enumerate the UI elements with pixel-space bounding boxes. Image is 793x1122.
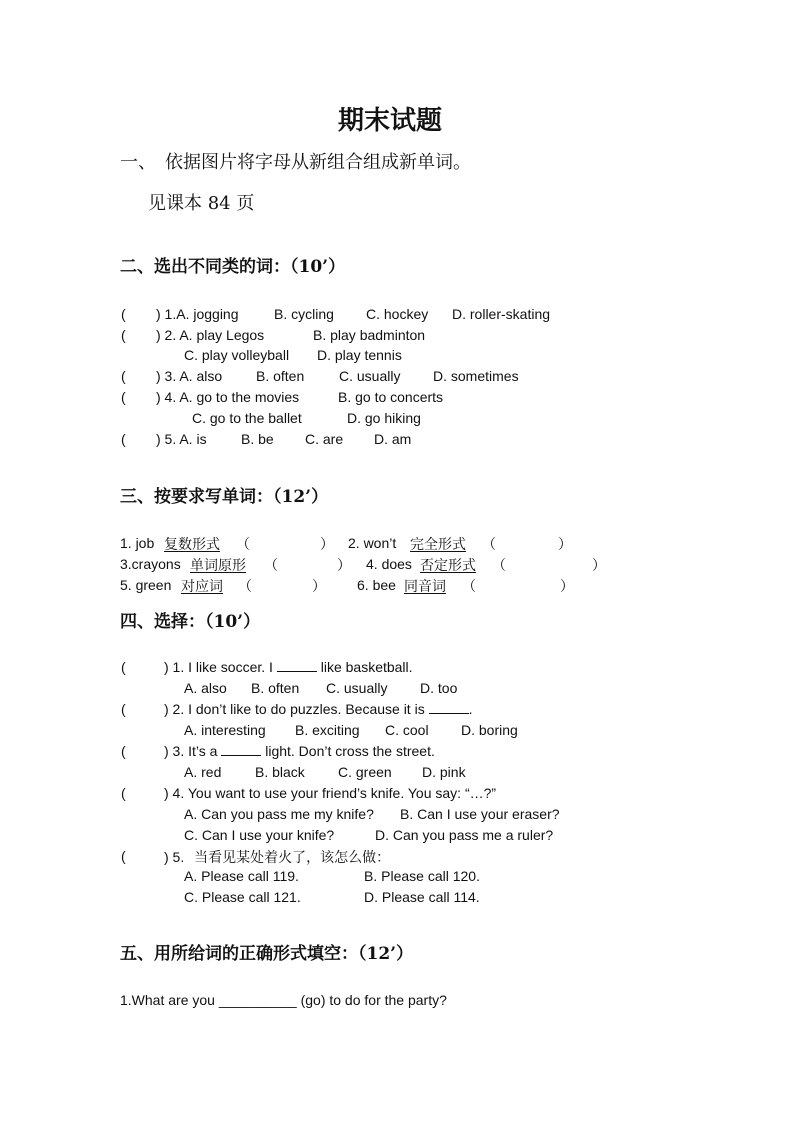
s4-q1-stem-post: like basketball. (320, 659, 413, 675)
s2-q1-option-b: B. cycling (274, 306, 334, 322)
s3-item-6-open-paren: （ (462, 579, 476, 595)
s3-item-4-open-paren: （ (492, 558, 506, 574)
s2-q2-paren: ( (121, 327, 126, 343)
s4-q5-number: ) 5. (164, 849, 185, 865)
s4-q2-blank (429, 701, 469, 714)
s3-item-4-word: 4. does (366, 556, 412, 572)
s4-q1-option-d: D. too (420, 680, 458, 696)
s3-item-3-word: 3.crayons (120, 556, 181, 572)
s4-q2-stem-post: . (468, 701, 473, 717)
s3-item-5-close-paren: ） (312, 579, 326, 595)
s2-q5-stem: ) 5. A. is (156, 431, 207, 447)
s4-q1-blank (277, 659, 317, 672)
s4-q4-option-b: B. Can I use your eraser? (400, 806, 560, 822)
s2-q4-option-d: D. go hiking (347, 410, 421, 426)
s5-q1: 1.What are you __________ (go) to do for the party? (120, 992, 447, 1008)
s4-q1-option-c: C. usually (326, 680, 388, 696)
s4-q3-option-a: A. red (184, 764, 222, 780)
s4-q5-option-a: A. Please call 119. (184, 868, 299, 884)
s2-q3-option-b: B. often (256, 368, 305, 384)
s4-q5-option-c: C. Please call 121. (184, 889, 301, 905)
s3-item-1-close-paren: ） (320, 537, 334, 553)
s4-q1-paren: ( (121, 659, 126, 675)
s3-item-1-open-paren: （ (236, 537, 250, 553)
s4-q5-paren: ( (121, 848, 126, 864)
s3-item-1-word: 1. job (120, 535, 155, 551)
s4-q1-stem-pre: ) 1. I like soccer. I (164, 659, 273, 675)
s4-q5-option-b: B. Please call 120. (364, 868, 480, 884)
s3-item-6-close-paren: ） (560, 579, 574, 595)
s4-q2-option-d: D. boring (461, 722, 518, 738)
s4-q5-stem (164, 847, 390, 867)
s4-q3-option-c: C. green (338, 764, 392, 780)
s4-q4-option-c: C. Can I use your knife? (184, 827, 335, 843)
s4-q1-option-b: B. often (251, 680, 300, 696)
s2-q2-option-b: B. play badminton (313, 327, 426, 343)
s4-q4-paren: ( (121, 785, 126, 801)
s4-q3-option-b: B. black (255, 764, 305, 780)
s2-q2-option-d: D. play tennis (317, 347, 402, 363)
s3-item-1-requirement: 复数形式 (164, 537, 220, 553)
s4-q3-stem-pre: ) 3. It’s a (164, 743, 218, 759)
s2-q1-paren: ( (121, 306, 126, 322)
page-title: 期末试题 (338, 106, 443, 136)
s4-q1-option-a: A. also (184, 680, 227, 696)
s2-q5-paren: ( (121, 431, 126, 447)
s4-q3-paren: ( (121, 743, 126, 759)
s4-q1-stem (164, 659, 413, 675)
s3-item-5-word: 5. green (120, 577, 172, 593)
section-2-heading: 二、选出不同类的词：（10’） (120, 257, 346, 277)
s3-item-4-requirement: 否定形式 (420, 558, 476, 574)
s4-q2-paren: ( (121, 701, 126, 717)
s4-q4-stem: ) 4. You want to use your friend’s knife. You say: “…?” (164, 785, 497, 801)
section-1-note: 见课本 84 页 (148, 193, 255, 214)
s3-item-2-open-paren: （ (482, 537, 496, 553)
s4-q3-option-d: D. pink (422, 764, 466, 780)
s2-q4-option-b: B. go to concerts (338, 389, 444, 405)
section-3-heading: 三、按要求写单词：（12’） (120, 487, 329, 507)
s4-q3-stem-post: light. Don’t cross the street. (265, 743, 435, 759)
s2-q1-option-d: D. roller-skating (452, 306, 551, 322)
s2-q3-stem: ) 3. A. also (156, 368, 223, 384)
s2-q4-stem: ) 4. A. go to the movies (156, 389, 300, 405)
s3-item-5-open-paren: （ (238, 579, 252, 595)
s4-q2-stem (164, 701, 472, 717)
s2-q3-paren: ( (121, 368, 126, 384)
s3-item-4-close-paren: ） (592, 558, 606, 574)
s4-q2-option-a: A. interesting (184, 722, 266, 738)
s3-item-5-requirement: 对应词 (181, 579, 223, 595)
section-4-heading: 四、选择：（10’） (120, 612, 261, 632)
section-1-heading: 一、 依据图片将字母从新组合组成新单词。 (120, 152, 471, 173)
s4-q5-option-d: D. Please call 114. (364, 889, 480, 905)
s4-q2-option-b: B. exciting (295, 722, 360, 738)
s2-q1-stem: ) 1.A. jogging (156, 306, 239, 322)
s2-q4-paren: ( (121, 389, 126, 405)
s3-item-3-open-paren: （ (264, 558, 278, 574)
s4-q5-stem-text: 当看见某处着火了，该怎么做： (194, 850, 391, 866)
s3-item-3-close-paren: ） (337, 558, 351, 574)
s4-q4-option-d: D. Can you pass me a ruler? (375, 827, 554, 843)
s2-q2-option-c: C. play volleyball (184, 347, 290, 363)
s3-item-3-requirement: 单词原形 (190, 558, 246, 574)
s2-q2-stem: ) 2. A. play Legos (156, 327, 265, 343)
s4-q3-stem (164, 743, 435, 759)
s4-q2-option-c: C. cool (385, 722, 429, 738)
s2-q5-option-d: D. am (374, 431, 412, 447)
s2-q1-option-c: C. hockey (366, 306, 429, 322)
s3-item-6-requirement: 同音词 (404, 579, 446, 595)
s2-q3-option-c: C. usually (339, 368, 401, 384)
s4-q4-option-a: A. Can you pass me my knife? (184, 806, 374, 822)
s3-item-2-requirement: 完全形式 (410, 537, 466, 553)
s2-q5-option-b: B. be (241, 431, 274, 447)
s2-q3-option-d: D. sometimes (433, 368, 519, 384)
s2-q4-option-c: C. go to the ballet (192, 410, 302, 426)
s3-item-2-close-paren: ） (558, 537, 572, 553)
section-5-heading: 五、用所给词的正确形式填空：（12’） (120, 944, 414, 964)
s3-item-6-word: 6. bee (357, 577, 396, 593)
s2-q5-option-c: C. are (305, 431, 344, 447)
s4-q2-stem-pre: ) 2. I don’t like to do puzzles. Because it is (164, 701, 425, 717)
s3-item-2-word: 2. won’t (348, 535, 397, 551)
s4-q3-blank (221, 743, 261, 756)
